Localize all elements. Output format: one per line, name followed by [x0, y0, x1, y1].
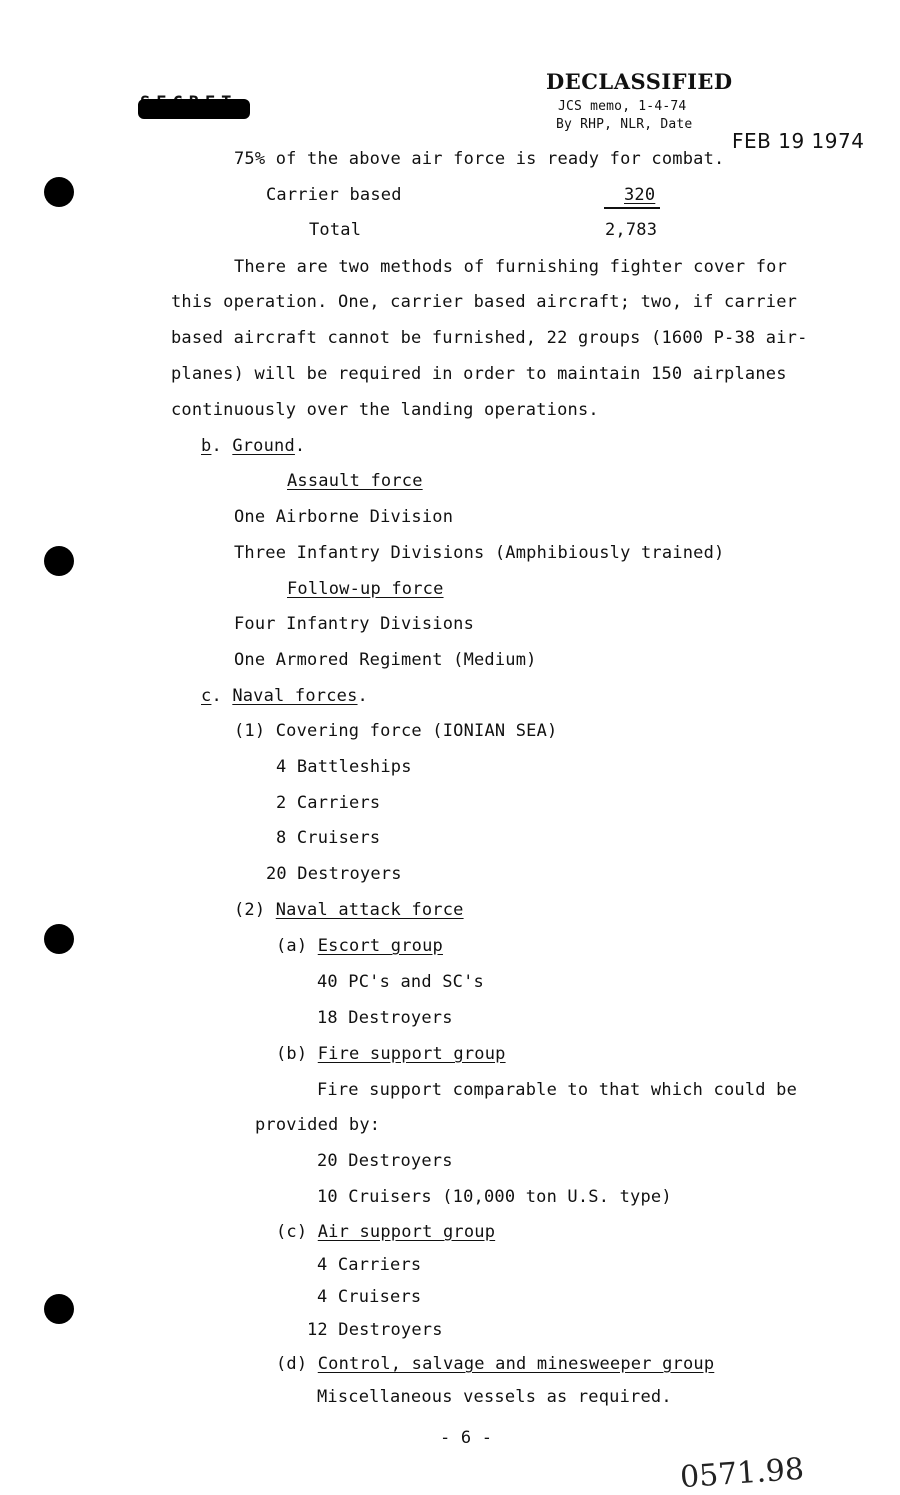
readiness-line: 75% of the above air force is ready for combat. — [234, 149, 725, 169]
escort-group-heading — [276, 936, 443, 956]
page-number: - 6 - — [440, 1428, 493, 1448]
paragraph-line: this operation. One, carrier based aircraft; two, if carrier — [171, 292, 798, 312]
covering-item: 2 Carriers — [276, 793, 381, 813]
fire-support-heading — [276, 1044, 506, 1064]
assault-item: One Airborne Division — [234, 507, 454, 527]
date-stamp: FEB 19 1974 — [732, 129, 865, 153]
item-number: (d) — [276, 1354, 308, 1374]
fire-support-item: 20 Destroyers — [317, 1151, 453, 1171]
attack-force-heading — [234, 900, 464, 920]
total-value: 2,783 — [605, 220, 658, 240]
covering-item: 8 Cruisers — [276, 828, 381, 848]
section-heading-naval: c. Naval forces. — [201, 686, 368, 706]
air-support-item: 12 Destroyers — [307, 1320, 443, 1340]
item-label: Covering force (IONIAN SEA) — [275, 721, 558, 741]
section-marker: c — [201, 686, 212, 706]
item-label: Air support group — [317, 1222, 496, 1242]
item-number: (c) — [276, 1222, 308, 1242]
paragraph-line: planes) will be required in order to maintain 150 airplanes — [171, 364, 787, 384]
covering-item: 4 Battleships — [276, 757, 412, 777]
section-title: Ground — [232, 436, 295, 456]
fire-support-item: 10 Cruisers (10,000 ton U.S. type) — [317, 1187, 672, 1207]
carrier-based-value: 320 — [624, 185, 656, 205]
paragraph-line: There are two methods of furnishing fighter cover for — [234, 257, 788, 277]
followup-item: Four Infantry Divisions — [234, 614, 475, 634]
air-support-heading — [276, 1222, 495, 1242]
escort-item: 40 PC's and SC's — [317, 972, 484, 992]
handwritten-number: 0571.98 — [678, 1451, 806, 1495]
followup-force-heading: Follow-up force — [287, 579, 444, 599]
paragraph-line: continuously over the landing operations. — [171, 400, 599, 420]
assault-item: Three Infantry Divisions (Amphibiously trained) — [234, 543, 725, 563]
fire-support-text: provided by: — [255, 1115, 381, 1135]
item-label: Escort group — [317, 936, 443, 956]
sum-rule — [604, 207, 660, 209]
declassified-stamp-title: DECLASSIFIED — [546, 69, 733, 94]
fire-support-text: Fire support comparable to that which could be — [317, 1080, 798, 1100]
item-number: (a) — [276, 936, 308, 956]
item-label: Control, salvage and minesweeper group — [317, 1354, 715, 1374]
escort-item: 18 Destroyers — [317, 1008, 453, 1028]
section-marker: b — [201, 436, 212, 456]
redaction-bar — [138, 99, 250, 119]
control-group-heading — [276, 1354, 714, 1374]
item-number: (1) — [234, 721, 266, 741]
section-title: Naval forces — [232, 686, 358, 706]
declassified-stamp-by: By RHP, NLR, Date — [556, 117, 693, 132]
punch-hole — [44, 177, 74, 207]
punch-hole — [44, 546, 74, 576]
control-group-text: Miscellaneous vessels as required. — [317, 1387, 672, 1407]
air-support-item: 4 Cruisers — [317, 1287, 422, 1307]
item-number: (2) — [234, 900, 266, 920]
punch-hole — [44, 1294, 74, 1324]
punch-hole — [44, 924, 74, 954]
item-label: Fire support group — [317, 1044, 506, 1064]
total-label: Total — [309, 220, 362, 240]
paragraph-line: based aircraft cannot be furnished, 22 groups (1600 P-38 air- — [171, 328, 808, 348]
followup-item: One Armored Regiment (Medium) — [234, 650, 537, 670]
assault-force-heading: Assault force — [287, 471, 423, 491]
section-heading-ground: b. Ground. — [201, 436, 306, 456]
air-support-item: 4 Carriers — [317, 1255, 422, 1275]
covering-force-heading — [234, 721, 558, 741]
declassified-stamp-memo: JCS memo, 1-4-74 — [558, 99, 687, 114]
item-number: (b) — [276, 1044, 308, 1064]
covering-item: 20 Destroyers — [266, 864, 402, 884]
item-label: Naval attack force — [275, 900, 464, 920]
carrier-based-label: Carrier based — [266, 185, 402, 205]
